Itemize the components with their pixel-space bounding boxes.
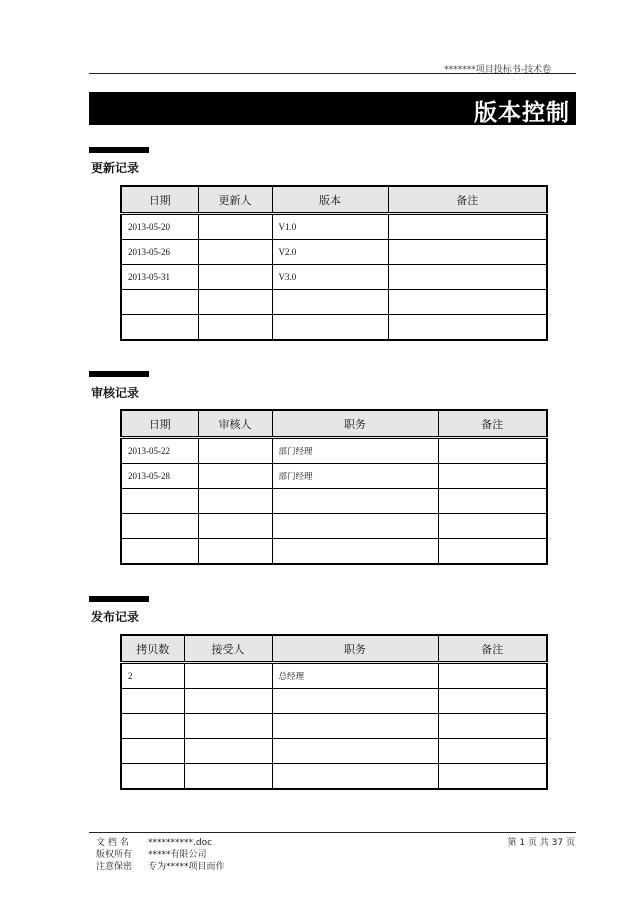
column-header: 备注	[438, 635, 547, 663]
section-marker-update	[89, 147, 149, 153]
section-title-review: 审核记录	[91, 386, 140, 400]
table-row	[121, 489, 547, 514]
table-cell: 2013-05-22	[121, 438, 198, 464]
table-cell	[121, 489, 198, 514]
section-marker-release	[89, 596, 149, 602]
table-cell: 2	[121, 663, 184, 689]
table-cell: 2013-05-31	[121, 265, 198, 290]
table-cell	[388, 214, 547, 240]
table-cell	[121, 714, 184, 739]
table-cell	[438, 764, 547, 790]
table-cell	[272, 539, 438, 565]
table-cell	[198, 214, 272, 240]
footer-notice-value: 专为*****项目而作	[148, 862, 225, 872]
header-divider	[89, 73, 576, 74]
table-row	[121, 714, 547, 739]
table-cell	[388, 315, 547, 341]
table-cell	[272, 739, 438, 764]
table-row	[121, 663, 547, 689]
section-title-update: 更新记录	[91, 161, 140, 175]
table-row	[121, 290, 547, 315]
table-cell: 2013-05-26	[121, 240, 198, 265]
section-title-release: 发布记录	[91, 610, 140, 624]
review-records-table	[120, 409, 548, 565]
table-cell: 部门经理	[272, 464, 438, 489]
table-cell: V3.0	[272, 265, 388, 290]
table-cell	[388, 265, 547, 290]
table-cell	[438, 663, 547, 689]
table-cell	[438, 438, 547, 464]
table-cell	[121, 689, 184, 714]
column-header: 审核人	[198, 410, 272, 438]
table-cell	[198, 539, 272, 565]
column-header: 备注	[388, 186, 547, 214]
table-row	[121, 764, 547, 790]
table-row	[121, 315, 547, 341]
column-header: 职务	[272, 410, 438, 438]
release-records-table	[120, 634, 548, 790]
title-banner	[89, 92, 576, 125]
footer-copyright	[96, 849, 225, 861]
table-row	[121, 214, 547, 240]
table-cell	[184, 739, 272, 764]
column-header: 日期	[121, 410, 198, 438]
footer-notice	[96, 861, 225, 873]
table-row	[121, 464, 547, 489]
table-cell	[121, 539, 198, 565]
table-cell: V1.0	[272, 214, 388, 240]
table-cell	[438, 539, 547, 565]
table-row	[121, 539, 547, 565]
table-cell	[272, 489, 438, 514]
table-cell	[438, 514, 547, 539]
table-cell: V2.0	[272, 240, 388, 265]
table-cell	[438, 464, 547, 489]
table-row	[121, 689, 547, 714]
table-cell	[121, 315, 198, 341]
page-number: 第 1 页 共 37 页	[507, 838, 575, 848]
column-header: 备注	[438, 410, 547, 438]
table-row	[121, 514, 547, 539]
column-header: 日期	[121, 186, 198, 214]
table-cell	[198, 240, 272, 265]
column-header: 拷贝数	[121, 635, 184, 663]
table-row	[121, 739, 547, 764]
table-cell	[121, 739, 184, 764]
footer-copyright-value: *****有限公司	[148, 850, 207, 860]
table-cell	[184, 764, 272, 790]
table-cell	[272, 514, 438, 539]
section-marker-review	[89, 371, 149, 377]
table-cell	[198, 315, 272, 341]
column-header: 接受人	[184, 635, 272, 663]
header-text: *******项目投标书-技术卷	[444, 65, 551, 75]
table-cell: 总经理	[272, 663, 438, 689]
table-cell	[121, 290, 198, 315]
footer-doc-name	[96, 837, 225, 849]
table-cell	[198, 438, 272, 464]
table-cell: 2013-05-28	[121, 464, 198, 489]
table-cell	[198, 489, 272, 514]
footer-info	[96, 837, 225, 873]
update-records-table	[120, 185, 548, 341]
table-cell	[388, 290, 547, 315]
table-row	[121, 265, 547, 290]
table-cell: 部门经理	[272, 438, 438, 464]
table-cell	[184, 663, 272, 689]
table-cell	[198, 514, 272, 539]
table-row	[121, 438, 547, 464]
table-cell	[121, 764, 184, 790]
footer-doc-value: **********.doc	[148, 838, 213, 848]
table-cell	[272, 290, 388, 315]
table-cell	[388, 240, 547, 265]
table-cell	[184, 714, 272, 739]
table-cell	[198, 464, 272, 489]
table-cell	[184, 689, 272, 714]
table-cell	[272, 764, 438, 790]
page-title: 版本控制	[474, 100, 570, 126]
footer-doc-label: 文 档 名	[96, 838, 129, 848]
column-header: 版本	[272, 186, 388, 214]
column-header: 更新人	[198, 186, 272, 214]
table-cell	[121, 514, 198, 539]
footer-copyright-label: 版权所有	[96, 850, 133, 860]
footer-notice-label: 注意保密	[96, 862, 133, 872]
column-header: 职务	[272, 635, 438, 663]
table-cell	[438, 714, 547, 739]
table-cell	[272, 689, 438, 714]
table-cell: 2013-05-20	[121, 214, 198, 240]
table-cell	[198, 265, 272, 290]
table-cell	[198, 290, 272, 315]
table-row	[121, 240, 547, 265]
table-cell	[272, 714, 438, 739]
table-cell	[438, 489, 547, 514]
footer-divider	[89, 832, 576, 833]
table-cell	[438, 689, 547, 714]
table-cell	[438, 739, 547, 764]
table-cell	[272, 315, 388, 341]
